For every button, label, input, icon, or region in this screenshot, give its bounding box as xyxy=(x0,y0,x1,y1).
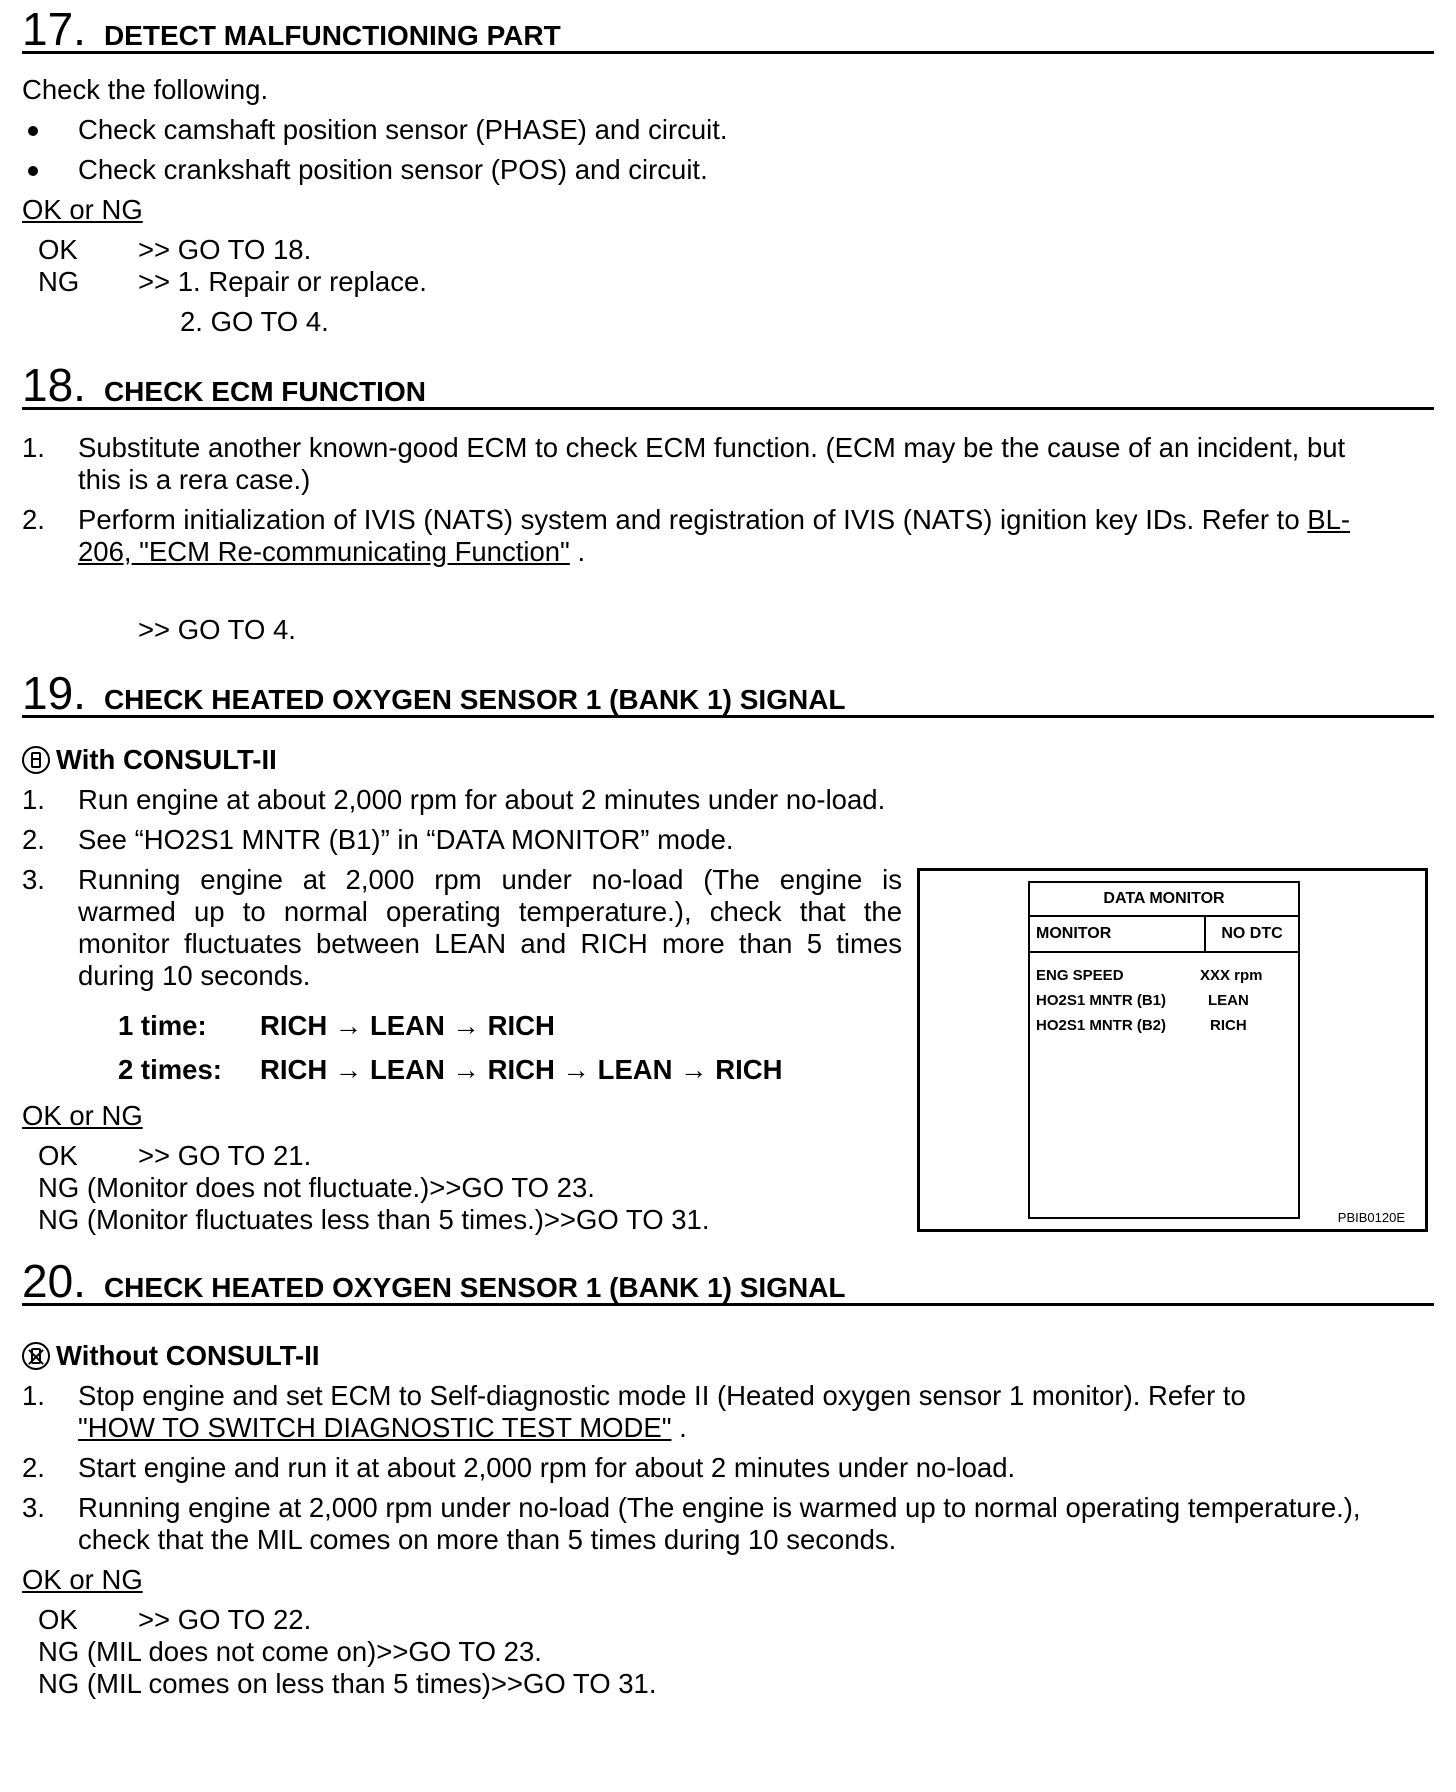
ng-result-continued xyxy=(180,306,329,338)
result-value: >> GO TO 22. xyxy=(138,1604,312,1635)
step-17 xyxy=(22,4,1434,54)
step-20 xyxy=(22,1256,1434,1306)
mode-heading xyxy=(22,1340,320,1372)
sequence-2 xyxy=(118,1054,783,1086)
ok-result xyxy=(38,1140,311,1172)
reference-link[interactable]: BL- xyxy=(1307,504,1351,535)
ok-or-ng-heading: OK or NG xyxy=(22,1100,143,1131)
ng-result xyxy=(38,266,427,298)
result-key: NG xyxy=(38,266,80,297)
ok-or-ng-heading: OK or NG xyxy=(22,1564,143,1595)
item-number: 3. xyxy=(22,864,45,895)
item-number: 2. xyxy=(22,504,45,535)
result-value: >> 1. Repair or replace. xyxy=(138,266,427,297)
step-title: CHECK HEATED OXYGEN SENSOR 1 (BANK 1) SIGNAL xyxy=(103,684,846,715)
result-value: >> GO TO 4. xyxy=(138,614,296,645)
item-line: Substitute another known-good ECM to check ECM function. (ECM may be the cause of an incident, but xyxy=(78,432,1346,463)
item-tail: . xyxy=(671,1412,687,1443)
mode-label: Without CONSULT-II xyxy=(56,1340,320,1371)
monitor-header-row xyxy=(1030,917,1298,953)
bullet-dot-icon xyxy=(28,166,38,176)
monitor-row xyxy=(1036,988,1292,1013)
bullet-text: Check camshaft position sensor (PHASE) and circuit. xyxy=(78,114,728,145)
sequence-label: 2 times: xyxy=(118,1054,222,1085)
result-value: >> GO TO 21. xyxy=(138,1140,312,1171)
item-line: Running engine at 2,000 rpm under no-load (The engine is xyxy=(78,864,902,895)
ng-result: NG (MIL does not come on)>>GO TO 23. xyxy=(38,1636,542,1667)
result-key: OK xyxy=(38,1140,78,1171)
ok-or-ng-heading: OK or NG xyxy=(22,194,143,225)
item-line: Stop engine and set ECM to Self-diagnostic mode II (Heated oxygen sensor 1 monitor). Refer to xyxy=(78,1380,1246,1411)
item-text xyxy=(78,504,1434,568)
item-line: Running engine at 2,000 rpm under no-load (The engine is warmed up to normal operating temperature.), xyxy=(78,1492,1361,1523)
item-number: 3. xyxy=(22,1492,45,1523)
item-number: 2. xyxy=(22,1452,45,1483)
item-line: Perform initialization of IVIS (NATS) system and registration of IVIS (NATS) ignition key IDs. Refer to xyxy=(78,504,1300,535)
step-title: CHECK ECM FUNCTION xyxy=(103,376,426,407)
ok-result xyxy=(38,234,311,266)
step-19-header xyxy=(22,668,1434,718)
bullet-text: Check crankshaft position sensor (POS) and circuit. xyxy=(78,154,708,185)
step-18-header xyxy=(22,360,1434,410)
item-line: during 10 seconds. xyxy=(78,960,311,991)
result-key: OK xyxy=(38,1604,78,1635)
step-20-header xyxy=(22,1256,1434,1306)
item-text: Start engine and run it at about 2,000 rpm for about 2 minutes under no-load. xyxy=(78,1452,1016,1483)
mode-heading xyxy=(22,744,277,776)
item-text xyxy=(78,432,1434,496)
consult-tool-icon xyxy=(22,746,50,774)
goto-result xyxy=(138,614,296,646)
figure-id: PBIB0120E xyxy=(1337,1210,1405,1225)
monitor-column-label: MONITOR xyxy=(1030,917,1206,951)
bullet-dot-icon xyxy=(28,126,38,136)
monitor-item-label: HO2S1 MNTR (B1) xyxy=(1036,992,1167,1009)
mode-label: With CONSULT-II xyxy=(56,744,277,775)
sequence-value: RICH → LEAN → RICH → LEAN → RICH xyxy=(260,1054,783,1085)
sequence-1 xyxy=(118,1010,555,1042)
ok-result xyxy=(38,1604,311,1636)
item-text: See “HO2S1 MNTR (B1)” in “DATA MONITOR” mode. xyxy=(78,824,734,855)
item-line: monitor fluctuates between LEAN and RICH more than 5 times xyxy=(78,928,902,959)
monitor-screen xyxy=(1028,881,1300,1219)
step-title: CHECK HEATED OXYGEN SENSOR 1 (BANK 1) SIGNAL xyxy=(103,1272,846,1303)
item-number: 1. xyxy=(22,1380,45,1411)
step-19 xyxy=(22,668,1434,718)
item-number: 1. xyxy=(22,784,45,815)
ng-result: NG (Monitor fluctuates less than 5 times.)>>GO TO 31. xyxy=(38,1204,710,1235)
item-line: warmed up to normal operating temperature.), check that the xyxy=(78,896,902,927)
ng-result: NG (Monitor does not fluctuate.)>>GO TO 23. xyxy=(38,1172,595,1203)
step-18 xyxy=(22,360,1434,410)
item-text: Run engine at about 2,000 rpm for about 2 minutes under no-load. xyxy=(78,784,886,815)
result-value: 2. GO TO 4. xyxy=(180,306,329,337)
monitor-data xyxy=(1030,953,1298,1038)
step-number: 20. xyxy=(22,1255,86,1307)
item-line: this is a rera case.) xyxy=(78,464,311,495)
result-key: OK xyxy=(38,234,78,265)
item-number: 2. xyxy=(22,824,45,855)
monitor-item-label: HO2S1 MNTR (B2) xyxy=(1036,1017,1167,1034)
monitor-item-value: LEAN xyxy=(1208,992,1249,1009)
item-text xyxy=(78,864,902,992)
monitor-row xyxy=(1036,1013,1292,1038)
monitor-item-value: RICH xyxy=(1210,1017,1247,1034)
monitor-row xyxy=(1036,963,1292,988)
step-17-header xyxy=(22,4,1434,54)
monitor-status: NO DTC xyxy=(1221,925,1283,942)
item-text xyxy=(78,1492,1434,1556)
monitor-item-value: XXX rpm xyxy=(1200,967,1263,984)
sequence-value: RICH → LEAN → RICH xyxy=(260,1010,555,1041)
step-title: DETECT MALFUNCTIONING PART xyxy=(103,20,561,51)
step-number: 17. xyxy=(22,3,86,55)
step-17-intro: Check the following. xyxy=(22,74,269,105)
item-text xyxy=(78,1380,1434,1444)
sequence-label: 1 time: xyxy=(118,1010,207,1041)
step-number: 19. xyxy=(22,667,86,719)
data-monitor-figure xyxy=(917,868,1428,1232)
no-consult-tool-icon xyxy=(22,1342,50,1370)
reference-link[interactable]: "HOW TO SWITCH DIAGNOSTIC TEST MODE" xyxy=(78,1412,672,1443)
monitor-item-label: ENG SPEED xyxy=(1036,967,1124,984)
result-value: >> GO TO 18. xyxy=(138,234,312,265)
reference-link[interactable]: 206, "ECM Re-communicating Function" xyxy=(78,536,570,567)
item-line: check that the MIL comes on more than 5 times during 10 seconds. xyxy=(78,1524,897,1555)
monitor-title: DATA MONITOR xyxy=(1030,883,1298,917)
item-number: 1. xyxy=(22,432,45,463)
ng-result: NG (MIL comes on less than 5 times)>>GO TO 31. xyxy=(38,1668,657,1699)
step-number: 18. xyxy=(22,359,86,411)
item-tail: . xyxy=(569,536,586,567)
